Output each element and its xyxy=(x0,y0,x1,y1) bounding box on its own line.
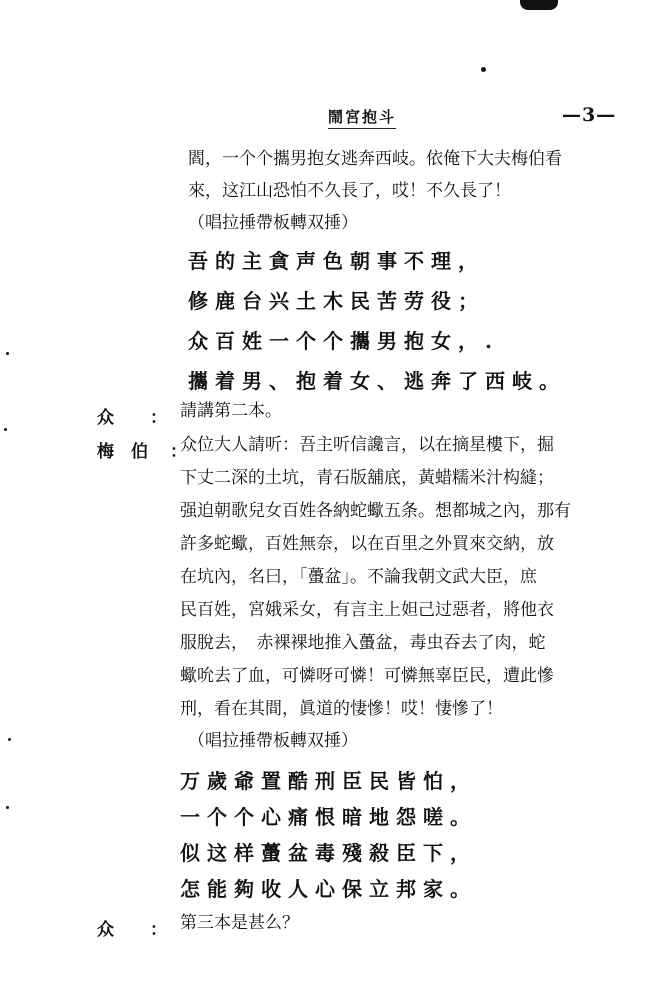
text-line: 閻，一个个攜男抱女逃奔西岐。依俺下大夫梅伯看 xyxy=(188,149,562,169)
scan-dot xyxy=(8,738,11,741)
text-line: 來，这江山恐怕不久長了，哎！不久長了！ xyxy=(188,181,511,201)
stage-direction: （唱拉捶帶板轉双捶） xyxy=(188,731,358,751)
dialogue-line: 强迫朝歌兒女百姓各納蛇蠍五条。想都城之內，那有 xyxy=(180,501,571,521)
scan-dot xyxy=(481,67,486,72)
speaker-label: 梅 伯 xyxy=(97,442,148,462)
dialogue-line: 第三本是甚么？ xyxy=(180,913,299,933)
scan-dot xyxy=(6,352,9,355)
verse-line: 吾的主貪声色朝事不理， xyxy=(188,249,485,273)
page-number: —3— xyxy=(562,104,617,126)
page-header xyxy=(0,104,672,134)
dialogue-line: 民百姓，宮娥采女，有言主上妲己过惡者，將他衣 xyxy=(180,600,554,620)
speaker-label: 众 xyxy=(97,408,114,428)
dialogue-line: 蠍吮去了血，可憐呀可憐！可憐無辜臣民，遭此慘 xyxy=(180,666,554,686)
dialogue-line: 下丈二深的土坑，青石版舖底，黃蜡糯米汁构縫； xyxy=(180,468,554,488)
verse-line: 修鹿台兴土木民苦劳役； xyxy=(188,289,485,313)
speaker-colon: ： xyxy=(150,920,167,940)
dialogue-line: 在坑內，名曰，「蠆盆」。不論我朝文武大臣，庶 xyxy=(180,567,537,587)
verse-line: 万歲爺置酷刑臣民皆怕， xyxy=(180,769,477,793)
stage-direction: （唱拉捶帶板轉双捶） xyxy=(188,213,358,233)
verse-line: 一个个心痛恨暗地怨嗟。 xyxy=(180,805,477,829)
verse-line: 似这样蠆盆毒殘殺臣下， xyxy=(180,841,477,865)
scan-dot xyxy=(6,806,9,809)
scan-smudge xyxy=(520,0,558,10)
verse-line: 众百姓一个个攜男抱女，. xyxy=(188,329,499,353)
speaker-colon: ： xyxy=(150,408,167,428)
dialogue-line: 众位大人請听：吾主听信讒言，以在摘星樓下，掘 xyxy=(180,435,554,455)
scan-dot xyxy=(4,428,7,431)
verse-line: 怎能夠收人心保立邦家。 xyxy=(180,877,477,901)
dialogue-line: 請講第二本。 xyxy=(180,401,282,421)
speaker-colon: ： xyxy=(170,442,187,462)
dialogue-line: 服脫去， 赤裸裸地推入蠆盆，毒虫吞去了肉，蛇 xyxy=(180,633,546,653)
running-title: 鬧宮抱斗 xyxy=(328,106,396,129)
dialogue-line: 許多蛇蠍，百姓無奈，以在百里之外買來交納，放 xyxy=(180,534,554,554)
dialogue-line: 刑，看在其間，眞道的悽慘！哎！悽慘了！ xyxy=(180,699,503,719)
verse-line: 攜着男、抱着女、逃奔了西岐。 xyxy=(188,369,566,393)
speaker-label: 众 xyxy=(97,920,114,940)
